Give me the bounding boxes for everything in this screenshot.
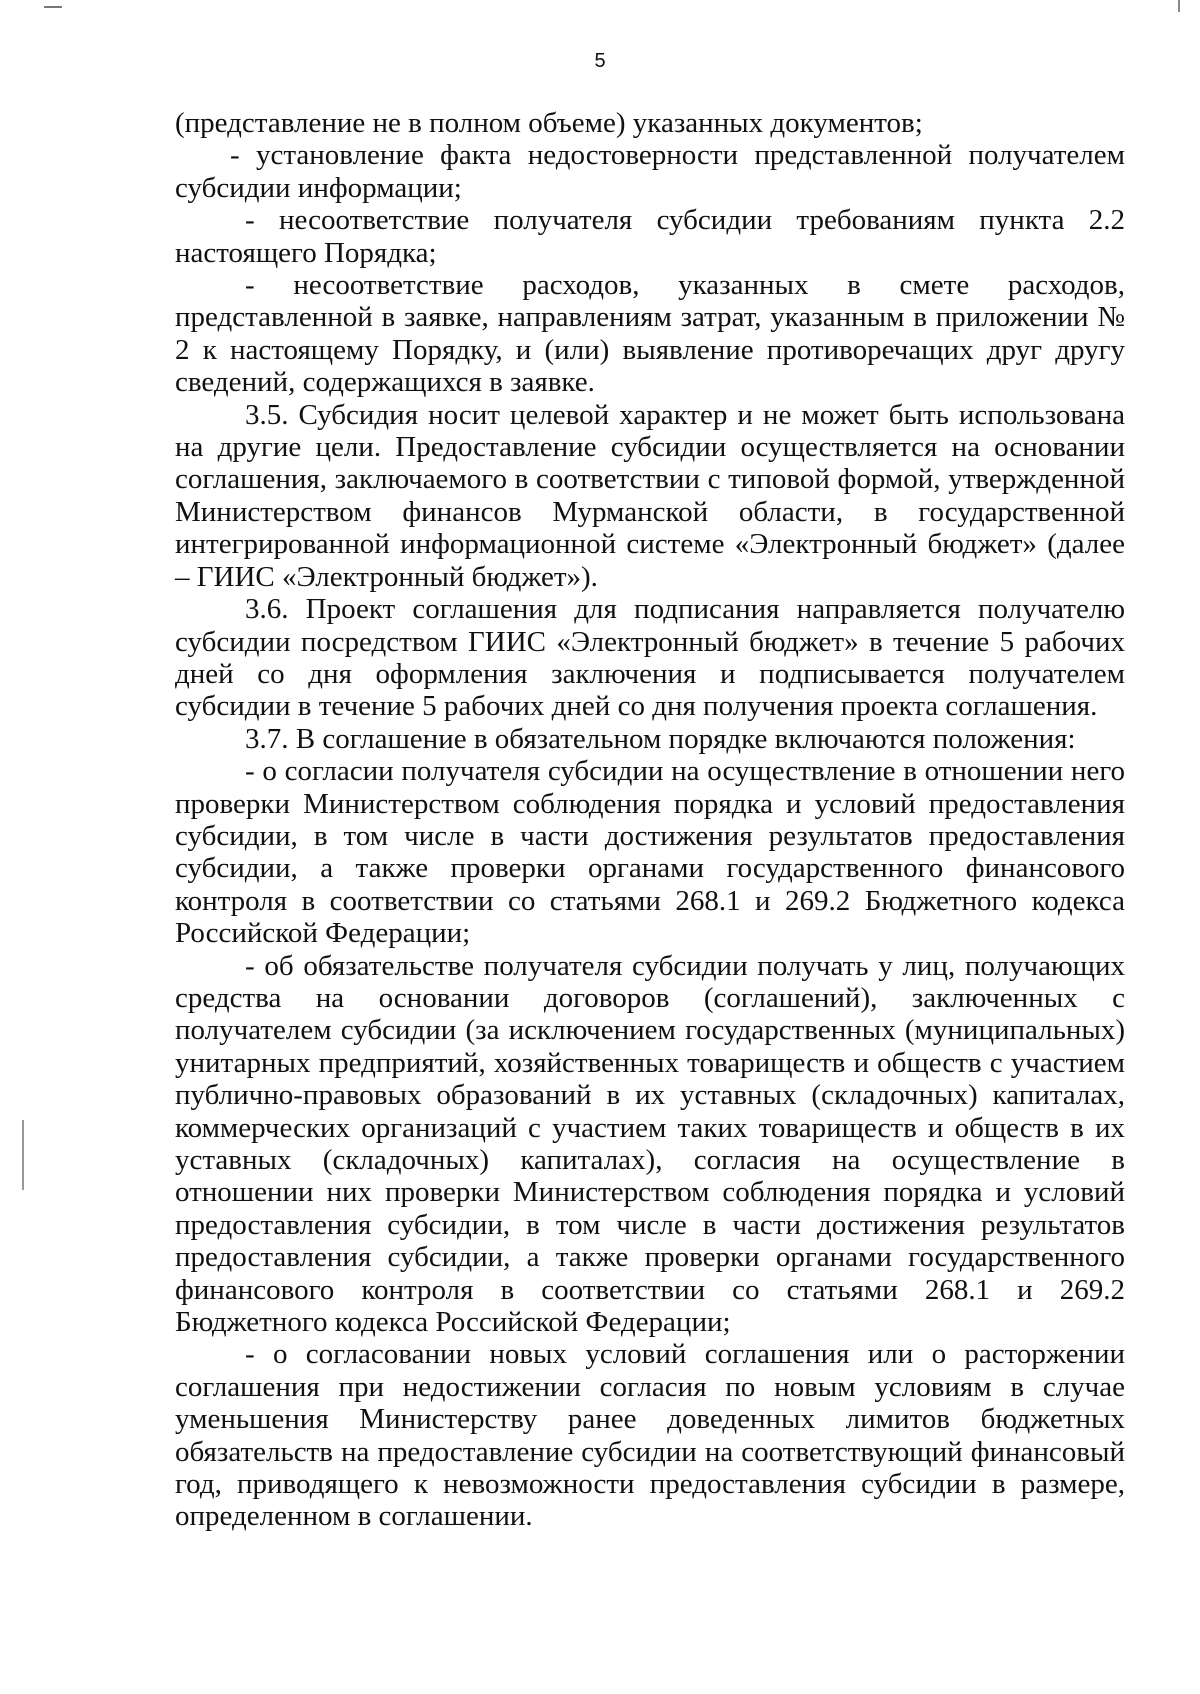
scan-mark [22, 1120, 24, 1190]
list-item: - несоответствие расходов, указанных в смете расходов, представленной в заявке, направлениям затрат, указанным в приложении № 2 к настоящему Порядку, и (или) выявление противоречащих друг другу сведений, содержащихся в заявке. [175, 269, 1125, 399]
scan-mark [1178, 0, 1180, 12]
list-item: - о согласии получателя субсидии на осуществление в отношении него проверки Министерством соблюдения порядка и условий предоставления субсидии, в том числе в части достижения результатов предоставления субсидии, а также проверки органами государственного финансового контроля в соответствии со статьями 268.1 и 269.2 Бюджетного кодекса Российской Федерации; [175, 755, 1125, 950]
list-item: - о согласовании новых условий соглашения или о расторжении соглашения при недостижении согласия по новым условиям в случае уменьшения Министерству ранее доведенных лимитов бюджетных обязательств на предоставление субсидии на соответствующий финансовый год, приводящего к невозможности предоставления субсидии в размере, определенном в соглашении. [175, 1338, 1125, 1533]
clause-3-5: 3.5. Субсидия носит целевой характер и не может быть использована на другие цели. Предоставление субсидии осуществляется на основании соглашения, заключаемого в соответствии с типовой формой, утвержденной Министерством финансов Мурманской области, в государственной интегрированной информационной системе «Электронный бюджет» (далее – ГИИС «Электронный бюджет»). [175, 398, 1125, 593]
list-item: - об обязательстве получателя субсидии получать у лиц, получающих средства на основании договоров (соглашений), заключенных с получателем субсидии (за исключением государственных (муниципальных) унитарных предприятий, хозяйственных товариществ и обществ с участием публично-правовых образований в их уставных (складочных) капиталах, коммерческих организаций с участием таких товариществ и обществ в их уставных (складочных) капиталах), согласия на осуществление в отношении них проверки Министерством соблюдения порядка и условий предоставления субсидии, в том числе в части достижения результатов предоставления субсидии, а также проверки органами государственного финансового контроля в соответствии со статьями 268.1 и 269.2 Бюджетного кодекса Российской Федерации; [175, 949, 1125, 1339]
clause-3-6: 3.6. Проект соглашения для подписания направляется получателю субсидии посредством ГИИС «Электронный бюджет» в течение 5 рабочих дней со дня оформления заключения и подписывается получателем субсидии в течение 5 рабочих дней со дня получения проекта соглашения. [175, 593, 1125, 723]
clause-3-7: 3.7. В соглашение в обязательном порядке включаются положения: [245, 722, 1076, 755]
page-number: 5 [594, 50, 606, 72]
list-item: - несоответствие получателя субсидии требованиям пункта 2.2 настоящего Порядка; [175, 204, 1125, 269]
list-item: - установление факта недостоверности представленной получателем субсидии информации; [175, 139, 1125, 204]
scan-mark [44, 6, 62, 8]
paragraph-continuation: (представление не в полном объеме) указанных документов; [175, 107, 923, 139]
document-body [175, 107, 1125, 1533]
